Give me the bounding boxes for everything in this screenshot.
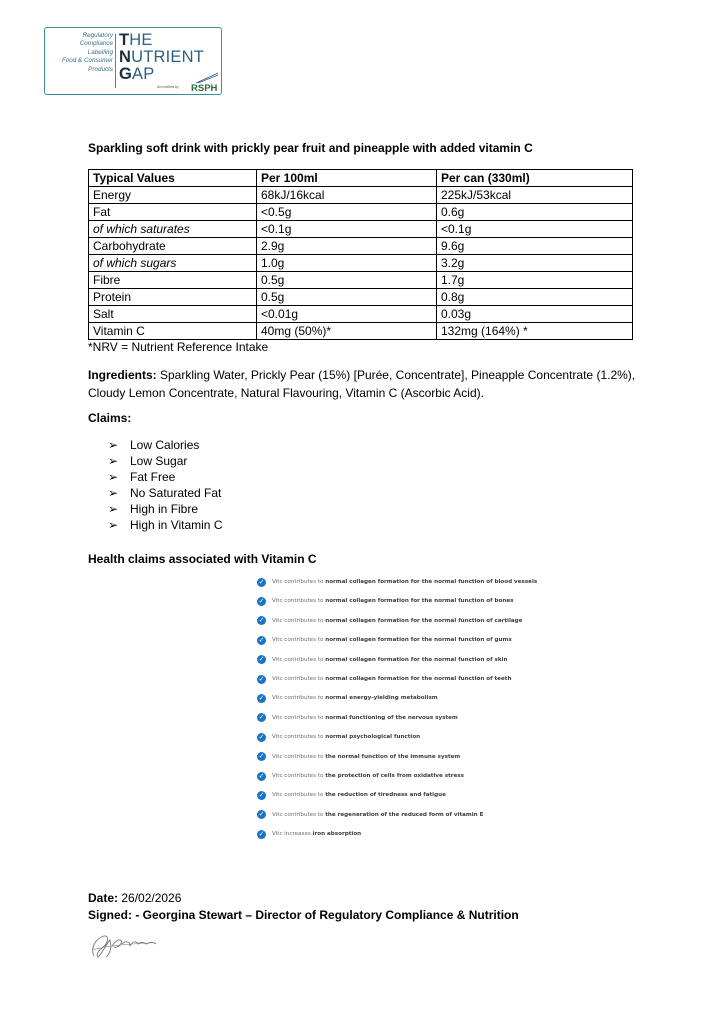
- logo-divider: [115, 34, 116, 88]
- health-claim-prefix: Vitc contributes to: [272, 676, 326, 682]
- document-title: Sparkling soft drink with prickly pear fruit and pineapple with added vitamin C: [88, 141, 533, 155]
- table-cell: 2.9g: [257, 238, 437, 255]
- health-claim-text: [272, 831, 361, 837]
- table-cell: 68kJ/16kcal: [257, 187, 437, 204]
- column-header: Per 100ml: [257, 170, 437, 187]
- table-cell: 225kJ/53kcal: [437, 187, 633, 204]
- check-circle-icon: ✓: [258, 830, 265, 838]
- nrv-footnote: *NRV = Nutrient Reference Intake: [88, 340, 269, 354]
- table-cell: Fat: [89, 204, 257, 221]
- list-item: [108, 437, 222, 453]
- date-value: 26/02/2026: [118, 891, 182, 905]
- table-cell: 1.0g: [257, 255, 437, 272]
- logo-tag: Food & Consumer: [61, 57, 113, 65]
- logo-word: THE: [119, 31, 153, 49]
- health-claim-prefix: Vitc contributes to: [272, 773, 326, 779]
- column-header: Typical Values: [89, 170, 257, 187]
- check-circle-icon: ✓: [258, 597, 265, 605]
- claim-text: No Saturated Fat: [130, 486, 222, 500]
- check-circle-icon: ✓: [258, 733, 265, 741]
- signed-line: Signed: - Georgina Stewart – Director of Regulatory Compliance & Nutrition: [88, 908, 519, 922]
- health-claim-prefix: Vitc contributes to: [272, 792, 326, 799]
- check-circle-icon: ✓: [258, 753, 265, 761]
- check-circle-icon: ✓: [258, 617, 265, 625]
- health-claim-bold: the regeneration of the reduced form of vitamin E: [325, 811, 484, 818]
- table-row: [89, 221, 633, 238]
- health-claim-bold: normal collagen formation for the normal function of cartilage: [325, 617, 523, 624]
- health-claim-item: [257, 575, 537, 589]
- arrow-bullet-icon: ➢: [108, 470, 119, 484]
- check-circle-icon: ✓: [258, 772, 265, 780]
- logo-word: NUTRIENT: [119, 48, 205, 66]
- arrow-bullet-icon: ➢: [108, 438, 119, 452]
- table-cell: <0.5g: [257, 204, 437, 221]
- table-row: [89, 289, 633, 306]
- table-cell: 9.6g: [437, 238, 633, 255]
- health-claim-item: [257, 769, 464, 783]
- check-circle-icon: ✓: [258, 636, 265, 644]
- health-claim-text: [272, 637, 512, 643]
- logo-tag: Compliance: [79, 40, 113, 48]
- table-cell: 0.8g: [437, 289, 633, 306]
- health-claim-bold: normal functioning of the nervous system: [325, 714, 458, 721]
- column-header: Per can (330ml): [437, 170, 633, 187]
- health-claim-text: [272, 618, 522, 624]
- table-cell: Fibre: [89, 272, 257, 289]
- health-claim-text: [272, 773, 464, 779]
- check-circle-icon: ✓: [258, 578, 265, 586]
- health-claim-prefix: Vitc contributes to: [272, 617, 326, 624]
- health-claim-item: [257, 827, 361, 841]
- logo-tag: Regulatory: [82, 32, 113, 39]
- arrow-bullet-icon: ➢: [108, 518, 119, 532]
- table-cell: 40mg (50%)*: [257, 323, 437, 340]
- ingredients-label: Ingredients:: [88, 368, 157, 382]
- health-claim-bold: the normal function of the immune system: [325, 753, 461, 760]
- check-circle-icon: ✓: [258, 714, 265, 722]
- health-claim-prefix: Vitc contributes to: [272, 695, 326, 702]
- health-claim-item: [257, 711, 458, 725]
- health-claim-text: [272, 792, 446, 798]
- health-claim-text: [272, 579, 537, 585]
- health-claim-bold: the reduction of tiredness and fatigue: [325, 792, 446, 799]
- health-claim-prefix: Vitc contributes to: [272, 734, 326, 741]
- check-circle-icon: ✓: [258, 791, 265, 799]
- handwritten-signature: [86, 930, 160, 960]
- health-claim-item: [257, 614, 522, 628]
- logo-rsph: RSPH: [191, 83, 218, 94]
- health-claim-prefix: Vitc contributes to: [272, 598, 326, 605]
- table-cell: Salt: [89, 306, 257, 323]
- health-claim-item: [257, 633, 512, 647]
- table-row: [89, 187, 633, 204]
- health-claim-bold: normal collagen formation for the normal function of bones: [325, 598, 514, 605]
- list-item: [108, 485, 222, 501]
- health-claim-prefix: Vitc contributes to: [272, 811, 326, 818]
- arrow-bullet-icon: ➢: [108, 454, 119, 468]
- health-claim-bold: iron absorption: [312, 831, 362, 838]
- table-cell: 0.6g: [437, 204, 633, 221]
- health-claim-bold: normal collagen formation for the normal function of teeth: [325, 676, 512, 682]
- health-claim-text: [272, 812, 483, 818]
- health-claim-prefix: Vitc contributes to: [272, 656, 326, 663]
- list-item: [108, 517, 222, 533]
- table-cell: 1.7g: [437, 272, 633, 289]
- company-logo: [44, 27, 222, 95]
- logo-accredited-text: Accredited by: [157, 85, 179, 89]
- table-cell: <0.1g: [257, 221, 437, 238]
- health-claim-item: [257, 808, 483, 822]
- claims-heading: Claims:: [88, 411, 132, 425]
- table-row: [89, 323, 633, 340]
- claim-text: High in Fibre: [130, 502, 199, 516]
- table-cell: Protein: [89, 289, 257, 306]
- list-item: [108, 469, 222, 485]
- check-circle-icon: ✓: [258, 811, 265, 819]
- health-claim-prefix: Vitc contributes to: [272, 753, 326, 760]
- health-claim-item: [257, 594, 513, 608]
- date-label: Date:: [88, 891, 119, 905]
- table-cell: 3.2g: [437, 255, 633, 272]
- date-line: [88, 891, 181, 905]
- health-claim-item: [257, 788, 446, 802]
- health-claim-bold: normal collagen formation for the normal function of blood vessels: [325, 579, 538, 585]
- health-claim-prefix: Vitc contributes to: [272, 714, 326, 721]
- list-item: [108, 501, 222, 517]
- arrow-bullet-icon: ➢: [108, 502, 119, 516]
- table-cell: Energy: [89, 187, 257, 204]
- health-claims-heading: Health claims associated with Vitamin C: [88, 552, 317, 566]
- table-cell: of which sugars: [89, 255, 257, 272]
- health-claim-bold: normal collagen formation for the normal function of gums: [325, 637, 512, 644]
- health-claim-bold: normal psychological function: [325, 734, 421, 741]
- check-circle-icon: ✓: [258, 694, 265, 702]
- health-claim-bold: normal energy-yielding metabolism: [325, 695, 438, 702]
- health-claim-bold: normal collagen formation for the normal function of skin: [325, 656, 508, 663]
- table-header-row: [89, 170, 633, 187]
- health-claim-text: [272, 734, 420, 740]
- health-claim-text: [272, 754, 460, 760]
- table-cell: of which saturates: [89, 221, 257, 238]
- list-item: [108, 453, 222, 469]
- logo-tag: Products: [88, 65, 113, 73]
- health-claim-text: [272, 676, 511, 682]
- table-cell: <0.1g: [437, 221, 633, 238]
- health-claim-prefix: Vitc increases: [272, 831, 313, 838]
- logo-word: GAP: [119, 65, 155, 83]
- table-row: [89, 272, 633, 289]
- health-claim-item: [257, 672, 511, 686]
- health-claim-text: [272, 598, 513, 604]
- claim-text: Fat Free: [130, 470, 176, 484]
- table-cell: 0.5g: [257, 289, 437, 306]
- health-claim-bold: the protection of cells from oxidative stress: [325, 773, 464, 779]
- health-claim-prefix: Vitc contributes to: [272, 579, 326, 585]
- logo-tag: Labelling: [87, 48, 113, 56]
- table-row: [89, 204, 633, 221]
- ingredients-text: Sparkling Water, Prickly Pear (15%) [Purée, Concentrate], Pineapple Concentrate (1.2%), Cloudy Lemon Concentrate, Natural Flavouring, Vitamin C (Ascorbic Acid).: [88, 368, 636, 400]
- table-cell: Vitamin C: [89, 323, 257, 340]
- claim-text: High in Vitamin C: [130, 518, 223, 532]
- table-cell: Carbohydrate: [89, 238, 257, 255]
- health-claim-prefix: Vitc contributes to: [272, 637, 326, 644]
- table-cell: 0.03g: [437, 306, 633, 323]
- health-claim-item: [257, 750, 460, 764]
- check-circle-icon: ✓: [258, 656, 265, 664]
- claims-list: [108, 437, 222, 533]
- table-cell: <0.01g: [257, 306, 437, 323]
- health-claim-item: [257, 691, 438, 705]
- health-claim-item: [257, 653, 507, 667]
- table-row: [89, 306, 633, 323]
- table-row: [89, 255, 633, 272]
- table-cell: 132mg (164%) *: [437, 323, 633, 340]
- arrow-bullet-icon: ➢: [108, 486, 119, 500]
- table-cell: 0.5g: [257, 272, 437, 289]
- health-claim-item: [257, 730, 420, 744]
- logo-tagline: [49, 32, 113, 74]
- logo-wordmark: [119, 32, 204, 83]
- claim-text: Low Calories: [130, 438, 200, 452]
- health-claim-text: [272, 695, 438, 701]
- table-row: [89, 238, 633, 255]
- ingredients-paragraph: [88, 366, 648, 402]
- health-claim-text: [272, 715, 458, 721]
- health-claim-text: [272, 657, 507, 663]
- claim-text: Low Sugar: [130, 454, 188, 468]
- check-circle-icon: ✓: [258, 675, 265, 683]
- nutrition-table: [88, 169, 633, 340]
